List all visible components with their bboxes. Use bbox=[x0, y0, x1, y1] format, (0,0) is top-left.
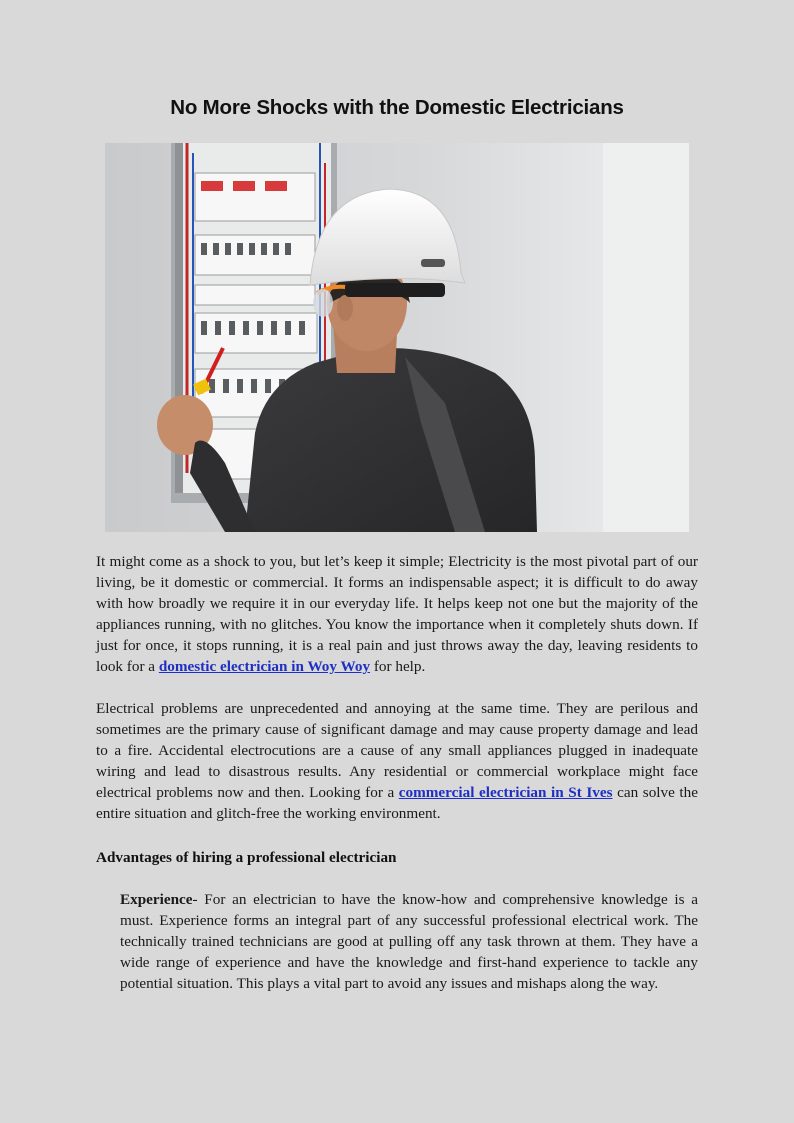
intro-paragraph bbox=[96, 551, 698, 677]
experience-text: - For an electrician to have the know-how and comprehensive knowledge is a must. Experience forms an integral part of any successful professional electrical work. The technically trained technicians are good at pulling off any task thrown at them. They have a wide range of experience and have the knowledge and first-hand experience to tackle any potential situation. This plays a vital part to avoid any issues and mishaps along the way. bbox=[120, 891, 698, 992]
domestic-electrician-link[interactable]: domestic electrician in Woy Woy bbox=[158, 658, 371, 675]
problems-text-after: can solve the entire situation and glitch-free the working environment. bbox=[96, 784, 698, 822]
experience-paragraph bbox=[120, 889, 698, 994]
commercial-electrician-link[interactable]: commercial electrician in St Ives bbox=[398, 784, 613, 801]
intro-text-after: for help. bbox=[370, 658, 426, 675]
intro-text-before: It might come as a shock to you, but let’s keep it simple; Electricity is the most pivotal part of our living, be it domestic or commercial. It forms an indispensable aspect; it is difficult to do away with how broadly we require it in our everyday life. It helps keep not one but the majority of the appliances running, with no glitches. You know the importance when it completely shuts down. If just for once, it stops running, it is a real pain and just throws away the day, leaving residents to look for a bbox=[96, 553, 698, 675]
page-title: No More Shocks with the Domestic Electricians bbox=[170, 96, 624, 119]
hero-image bbox=[105, 143, 689, 532]
problems-paragraph bbox=[96, 698, 698, 824]
problems-text-before: Electrical problems are unprecedented and annoying at the same time. They are perilous and sometimes are the primary cause of significant damage and may cause property damage and lead to a fire. Accidental electrocutions are a cause of any small appliances plugged in inadequate wiring and lead to disastrous results. Any residential or commercial workplace might face electrical problems now and then. Looking for a bbox=[96, 700, 698, 801]
section-heading: Advantages of hiring a professional electrician bbox=[96, 849, 397, 866]
electrician-photo-icon bbox=[105, 143, 689, 532]
experience-term: Experience bbox=[120, 891, 193, 908]
